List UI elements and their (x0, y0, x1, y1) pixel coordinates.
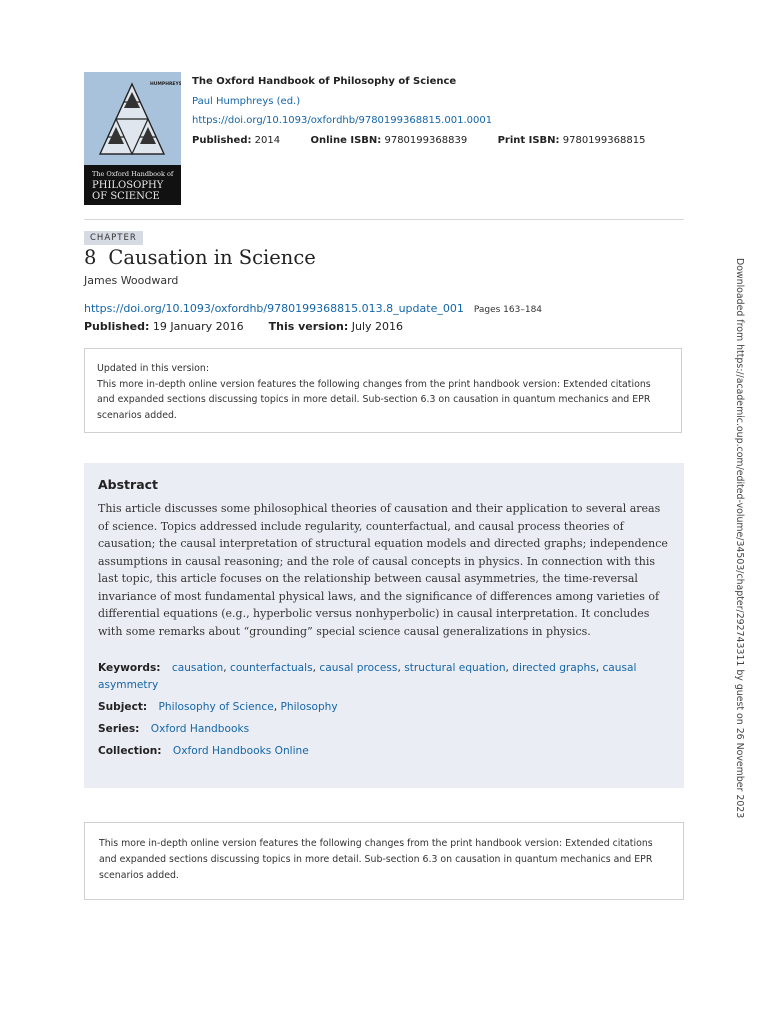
book-publication-row (192, 131, 645, 151)
keywords-row: Keywords: causation, counterfactuals, causal process, structural equation, directed graphs, causal asymmetry (98, 662, 637, 691)
print-isbn-value: 9780199368815 (562, 134, 646, 146)
chapter-number: 8 (84, 246, 97, 269)
print-isbn-label: Print ISBN: (497, 134, 560, 146)
chapter-doi-link[interactable]: https://doi.org/10.1093/oxfordhb/9780199368815.013.8_update_001 (84, 302, 464, 315)
keyword-link[interactable]: counterfactuals (230, 662, 313, 674)
update-notice-box (84, 348, 682, 433)
collection-link[interactable]: Oxford Handbooks Online (172, 745, 309, 757)
collection-label: Collection: (98, 745, 162, 757)
chapter-publication-row (84, 320, 403, 333)
version-note-text: This more in-depth online version features the following changes from the print handbook version: Extended citations and expanded sections discussing topics in more detail. Sub-section 6.3 on causation in quantum mechanics and EPR scenarios added. (99, 838, 653, 881)
cover-author-text: HUMPHREYS (150, 82, 181, 87)
update-notice-heading: Updated in this version: (97, 363, 209, 374)
version-note-box (84, 822, 684, 900)
chapter-version-value: July 2016 (351, 320, 404, 333)
published-value: 2014 (254, 134, 281, 146)
series-label: Series: (98, 723, 140, 735)
collection-row (98, 743, 670, 760)
chapter-published-label: Published: (84, 320, 150, 333)
chapter-author: James Woodward (84, 274, 179, 287)
subject-label: Subject: (98, 701, 148, 713)
chapter-tag: CHAPTER (84, 231, 143, 245)
published-label: Published: (192, 134, 252, 146)
keyword-link[interactable]: structural equation (404, 662, 506, 674)
download-watermark: Downloaded from https://academic.oup.com/edited-volume/34503/chapter/292743311 by guest on 26 November 2023 (734, 258, 745, 819)
chapter-title (84, 246, 316, 269)
subject-link[interactable]: Philosophy (280, 701, 338, 713)
abstract-heading: Abstract (98, 477, 159, 492)
abstract-text: This article discusses some philosophical theories of causation and their application to several areas of science. Topics addressed include regularity, counterfactual, and causal process theories of causation; the causal interpretation of structural equation models and directed graphs; independence assumptions in causal reasoning; and the role of causal concepts in physics. In connection with this last topic, this article focuses on the relationship between causal asymmetries, the time-reversal invariance of most fundamental physical laws, and the significance of differences among varieties of differential equations (e.g., hyperbolic versus nonhyperbolic) in causal interpretation. It concludes with some remarks about “grounding” special science causal generalizations in physics. (98, 502, 668, 638)
keyword-link[interactable]: causal asymmetry (98, 662, 637, 691)
keyword-link[interactable]: causal process (319, 662, 398, 674)
book-doi-link[interactable]: https://doi.org/10.1093/oxfordhb/9780199368815.001.0001 (192, 115, 493, 126)
book-title: The Oxford Handbook of Philosophy of Science (192, 76, 457, 87)
cover-title-line-3: OF SCIENCE (92, 191, 160, 202)
chapter-published-value: 19 January 2016 (152, 320, 244, 333)
divider (84, 219, 684, 220)
keywords-label: Keywords: (98, 662, 161, 674)
subject-row: Subject: Philosophy of Science, Philosophy (98, 701, 338, 713)
cover-title-line-2: PHILOSOPHY (92, 180, 164, 191)
series-row (98, 721, 670, 738)
book-editor-link[interactable]: Paul Humphreys (ed.) (192, 95, 301, 107)
update-notice-text: This more in-depth online version features the following changes from the print handbook version: Extended citations and expanded sections discussing topics in more detail. Sub-section 6.3 on causation in quantum mechanics and EPR scenarios added. (97, 378, 651, 421)
chapter-title-text: Causation in Science (108, 246, 316, 269)
chapter-pages: Pages 163–184 (473, 305, 543, 315)
abstract-panel (84, 463, 684, 788)
book-metadata (192, 72, 645, 150)
keyword-link[interactable]: causation (171, 662, 224, 674)
keyword-link[interactable]: directed graphs (512, 662, 596, 674)
subject-link[interactable]: Philosophy of Science (158, 701, 274, 713)
chapter-version-label: This version: (268, 320, 349, 333)
cover-title-line-1: The Oxford Handbook of (92, 170, 174, 178)
chapter-doi-row (84, 302, 542, 315)
online-isbn-label: Online ISBN: (310, 134, 382, 146)
series-link[interactable]: Oxford Handbooks (150, 723, 250, 735)
book-cover-image (84, 72, 181, 205)
online-isbn-value: 9780199368839 (384, 134, 468, 146)
